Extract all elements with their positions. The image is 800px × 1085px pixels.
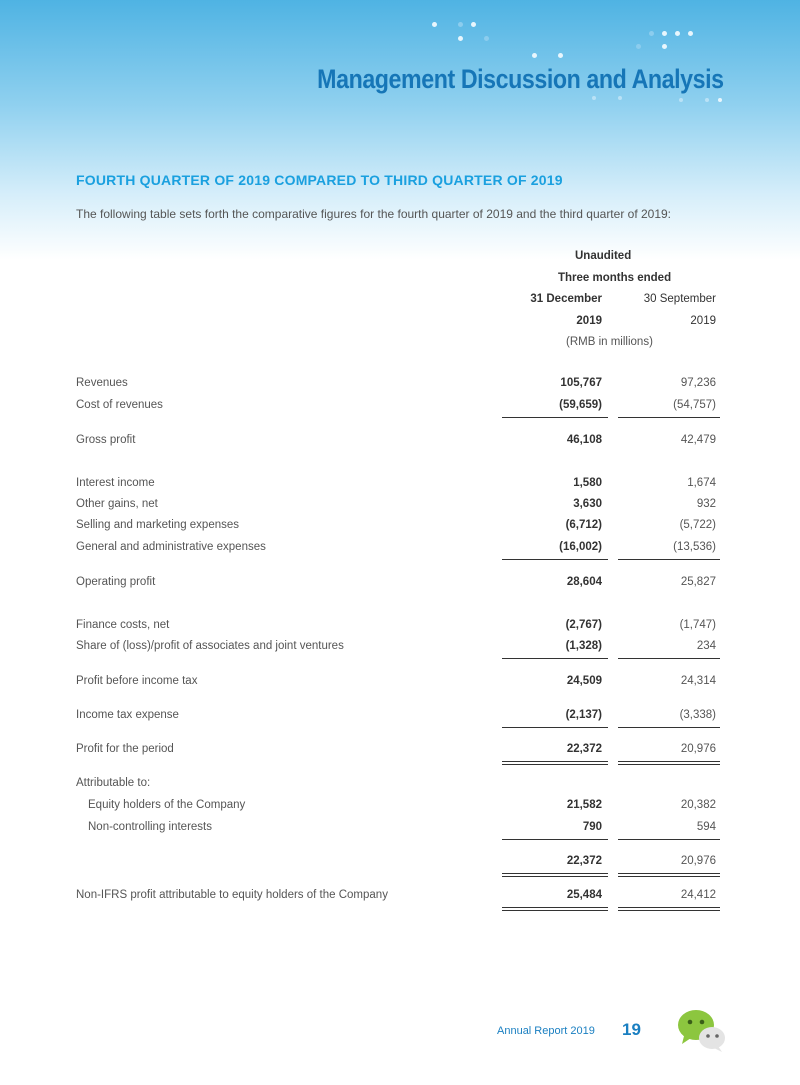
- q4-value: 22,372: [566, 855, 602, 867]
- row-label: Finance costs, net: [76, 619, 170, 631]
- page-number: 19: [622, 1020, 641, 1039]
- q3-value: 20,382: [680, 799, 716, 811]
- q4-value: 24,509: [566, 675, 602, 687]
- row-label: Cost of revenues: [76, 399, 163, 411]
- table-row: [0, 821, 800, 839]
- table-row: [0, 519, 800, 537]
- row-label: Equity holders of the Company: [88, 799, 246, 811]
- q4-value: (59,659): [559, 399, 602, 411]
- table-row: [0, 855, 800, 873]
- table-row: [0, 498, 800, 516]
- period-label: Three months ended: [558, 272, 672, 284]
- col1-date: 31 December: [530, 293, 602, 305]
- report-name: Annual Report 2019: [497, 1025, 595, 1037]
- row-label: General and administrative expenses: [76, 541, 266, 553]
- q4-value: 25,484: [566, 889, 602, 901]
- q3-value: 42,479: [680, 434, 716, 446]
- q4-value: (16,002): [559, 541, 602, 553]
- col2-date: 30 September: [643, 293, 716, 305]
- q3-value: 24,314: [680, 675, 716, 687]
- q3-value: (13,536): [673, 541, 716, 553]
- row-label: Other gains, net: [76, 498, 158, 510]
- unaudited-label: Unaudited: [575, 250, 632, 262]
- q3-value: 20,976: [680, 855, 716, 867]
- col1-year: 2019: [576, 315, 602, 327]
- q3-value: (54,757): [673, 399, 716, 411]
- row-label: Operating profit: [76, 576, 156, 588]
- row-label: Revenues: [76, 377, 128, 389]
- q4-value: 1,580: [573, 477, 602, 489]
- table-row: [0, 640, 800, 658]
- row-label: Interest income: [76, 477, 155, 489]
- q4-value: (1,328): [565, 640, 602, 652]
- table-row: [0, 709, 800, 727]
- table-row: [0, 399, 800, 417]
- q4-value: 22,372: [566, 743, 602, 755]
- q4-value: (2,137): [565, 709, 602, 721]
- table-row: [0, 434, 800, 452]
- q4-value: (6,712): [565, 519, 602, 531]
- q3-value: 234: [696, 640, 716, 652]
- q4-value: 21,582: [566, 799, 602, 811]
- intro-text: The following table sets forth the comparative figures for the fourth quarter of 2019 and the third quarter of 2019:: [76, 207, 672, 221]
- row-label: Gross profit: [76, 434, 136, 446]
- q4-value: 105,767: [560, 377, 602, 389]
- table-row: [0, 777, 800, 795]
- table-row: [0, 799, 800, 817]
- q3-value: 1,674: [687, 477, 716, 489]
- header-band: [0, 0, 800, 260]
- table-row: [0, 743, 800, 761]
- table-row: [0, 477, 800, 495]
- q3-value: (3,338): [679, 709, 716, 721]
- table-row: [0, 889, 800, 907]
- q3-value: 20,976: [680, 743, 716, 755]
- q3-value: 24,412: [680, 889, 716, 901]
- table-row: [0, 377, 800, 395]
- q4-value: (2,767): [565, 619, 602, 631]
- section-heading: FOURTH QUARTER OF 2019 COMPARED TO THIRD QUARTER OF 2019: [76, 172, 563, 188]
- table-row: [0, 619, 800, 637]
- q3-value: (1,747): [679, 619, 716, 631]
- row-label: Profit for the period: [76, 743, 174, 755]
- q4-value: 3,630: [573, 498, 602, 510]
- q4-value: 790: [582, 821, 602, 833]
- q4-value: 28,604: [566, 576, 602, 588]
- unit-label: (RMB in millions): [566, 336, 653, 348]
- row-label: Attributable to:: [76, 777, 151, 789]
- q3-value: 594: [696, 821, 716, 833]
- page-title: Management Discussion and Analysis: [317, 64, 724, 94]
- row-label: Non-IFRS profit attributable to equity holders of the Company: [76, 889, 388, 901]
- table-row: [0, 576, 800, 594]
- q3-value: 97,236: [680, 377, 716, 389]
- q3-value: (5,722): [679, 519, 716, 531]
- table-row: [0, 675, 800, 693]
- q4-value: 46,108: [566, 434, 602, 446]
- row-label: Income tax expense: [76, 709, 179, 721]
- table-row: [0, 541, 800, 559]
- q3-value: 25,827: [680, 576, 716, 588]
- row-label: Profit before income tax: [76, 675, 198, 687]
- wechat-logo-icon: [676, 1008, 726, 1052]
- row-label: Non-controlling interests: [88, 821, 213, 833]
- row-label: Share of (loss)/profit of associates and joint ventures: [76, 640, 344, 652]
- q3-value: 932: [696, 498, 716, 510]
- row-label: Selling and marketing expenses: [76, 519, 240, 531]
- col2-year: 2019: [690, 315, 716, 327]
